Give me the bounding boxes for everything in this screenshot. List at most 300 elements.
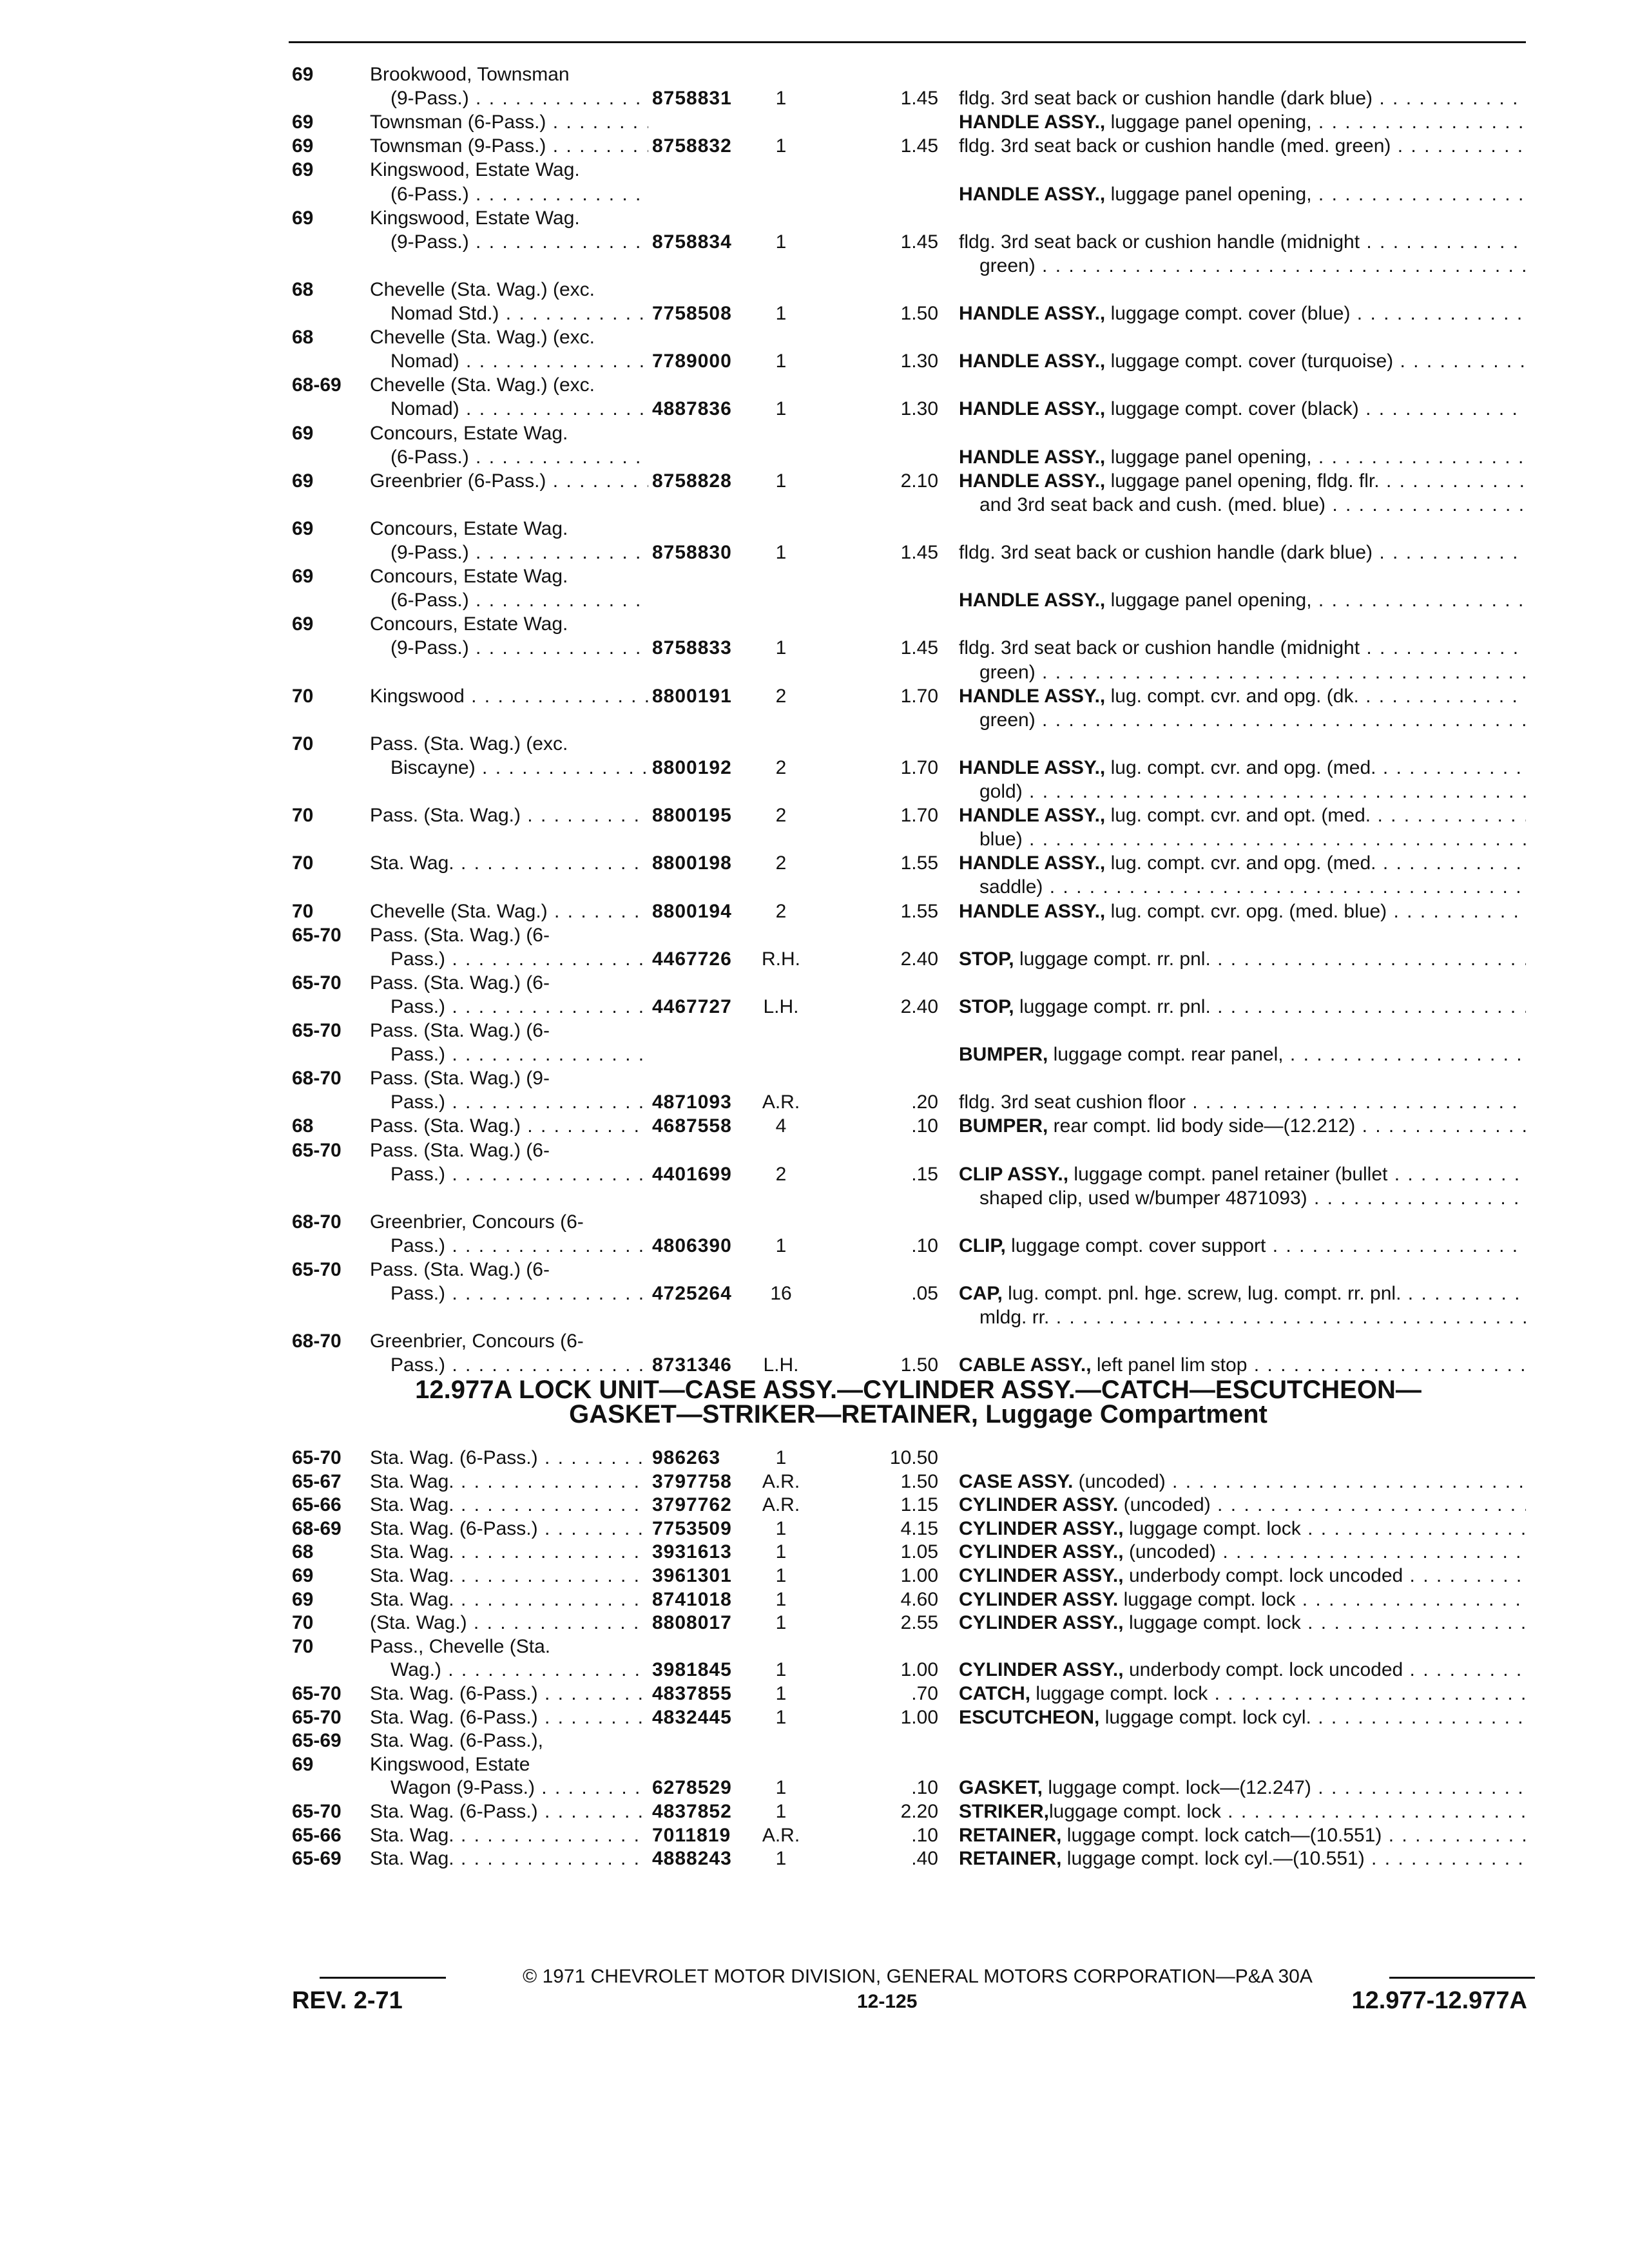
description-text: underbody compt. lock uncoded (1123, 1659, 1403, 1681)
table-row (0, 1611, 1629, 1635)
year-range: 65-70 (292, 1020, 342, 1041)
price: 1.50 (900, 1470, 938, 1492)
part-number: 7758508 (652, 303, 732, 324)
description (959, 1611, 1526, 1635)
description (959, 756, 1526, 780)
application: (9-Pass.) . . . (390, 636, 648, 660)
description (959, 947, 1526, 971)
table-row (0, 947, 1629, 971)
quantity: 1 (775, 1517, 787, 1539)
part-number: 4871093 (652, 1091, 732, 1113)
table-row (0, 1823, 1629, 1847)
part-name: HANDLE ASSY., (959, 756, 1106, 778)
table-row (0, 612, 1629, 636)
table-row (0, 923, 1629, 947)
part-name: CYLINDER ASSY., (959, 1565, 1124, 1586)
application: Pass. (Sta. Wag.) (6- (370, 1139, 550, 1161)
quantity: 1 (775, 1588, 787, 1610)
table-row (0, 899, 1629, 923)
description-text: luggage compt. lock—(12.247) (1043, 1777, 1311, 1799)
quantity: 1 (775, 1848, 787, 1870)
price: 1.50 (900, 303, 938, 324)
description-text: luggage compt. lock (1123, 1612, 1301, 1634)
price: 2.20 (900, 1801, 938, 1822)
part-name: HANDLE ASSY., (959, 183, 1106, 205)
quantity: 1 (775, 1565, 787, 1586)
table-row (0, 469, 1629, 493)
year-range: 65-70 (292, 1447, 342, 1468)
description (979, 660, 1526, 684)
price: 1.00 (900, 1706, 938, 1728)
price: 1.50 (900, 1354, 938, 1376)
description (959, 636, 1526, 660)
quantity: A.R. (762, 1494, 800, 1516)
part-name: HANDLE ASSY., (959, 446, 1106, 468)
part-number: 4467727 (652, 995, 732, 1017)
application: Nomad Std.) . . . (390, 302, 648, 325)
quantity: 1 (775, 1612, 787, 1634)
year-range: 68-69 (292, 374, 342, 396)
application: Sta. Wag. (6-Pass.) . . . (370, 1682, 648, 1706)
table-row (0, 493, 1629, 517)
description-text: luggage panel opening, (1105, 590, 1312, 611)
part-name: CYLINDER ASSY. (959, 1588, 1119, 1610)
price: 1.55 (900, 852, 938, 874)
application: Wagon (9-Pass.) . . . (390, 1776, 648, 1800)
part-number: 4725264 (652, 1283, 732, 1305)
part-number: 4687558 (652, 1115, 732, 1137)
table-row (0, 732, 1629, 756)
description (979, 254, 1526, 278)
quantity: 1 (775, 1541, 787, 1563)
table-row (0, 1210, 1629, 1234)
quantity: R.H. (762, 948, 800, 970)
description (959, 803, 1526, 827)
application: Sta. Wag. . . . (370, 1823, 648, 1847)
description (959, 1282, 1526, 1305)
part-number: 8758831 (652, 88, 732, 110)
application: Sta. Wag. . . . (370, 1540, 648, 1564)
description (959, 684, 1526, 708)
table-row (0, 780, 1629, 803)
description-text: (uncoded) (1073, 1470, 1166, 1492)
table-row (0, 1588, 1629, 1611)
quantity: 1 (775, 637, 787, 659)
table-row (0, 1066, 1629, 1090)
part-number: 8800192 (652, 756, 732, 778)
table-row (0, 1776, 1629, 1800)
application: Pass. (Sta. Wag.) (6- (370, 972, 550, 994)
table-row (0, 803, 1629, 827)
description-text: green) (979, 255, 1036, 276)
year-range: 69 (292, 470, 314, 492)
description (959, 230, 1526, 254)
description (959, 588, 1526, 612)
description (959, 1540, 1526, 1564)
description-text: luggage panel opening, (1105, 183, 1312, 205)
section-title-line2: GASKET—STRIKER—RETAINER, (569, 1400, 978, 1428)
table-row (0, 1353, 1629, 1377)
table-row (0, 397, 1629, 421)
table-row (0, 278, 1629, 302)
table-row (0, 851, 1629, 875)
year-range: 69 (292, 566, 314, 588)
price: 1.55 (900, 900, 938, 922)
description-text: fldg. 3rd seat back or cushion handle (med. green) (959, 135, 1391, 157)
year-range: 69 (292, 613, 314, 635)
application: Pass.) . . . (390, 1234, 648, 1258)
application: Concours, Estate Wag. (370, 613, 568, 635)
year-range: 65-69 (292, 1730, 342, 1752)
price: 1.45 (900, 135, 938, 157)
part-name: CYLINDER ASSY., (959, 1517, 1124, 1539)
part-name: CAP, (959, 1283, 1003, 1305)
description-text: green) (979, 661, 1036, 683)
application: Sta. Wag. (6-Pass.) . . . (370, 1517, 648, 1541)
description (979, 827, 1526, 851)
year-range: 70 (292, 1635, 314, 1657)
part-name: BUMPER, (959, 1044, 1048, 1066)
description (959, 1162, 1526, 1186)
description (959, 1800, 1526, 1823)
part-name: RETAINER, (959, 1824, 1062, 1846)
description (959, 1588, 1526, 1611)
quantity: 1 (775, 1235, 787, 1256)
description (979, 1305, 1526, 1329)
table-row (0, 1329, 1629, 1353)
description (959, 1090, 1526, 1114)
year-range: 69 (292, 517, 314, 539)
table-row (0, 827, 1629, 851)
table-row (0, 421, 1629, 445)
table-row (0, 1682, 1629, 1706)
description-text: luggage compt. lock cyl. (1099, 1706, 1311, 1728)
application: Sta. Wag. (6-Pass.) . . . (370, 1800, 648, 1823)
price: 2.55 (900, 1612, 938, 1634)
year-range: 68 (292, 278, 314, 300)
application: Greenbrier (6-Pass.) . . . (370, 469, 648, 493)
quantity: 1 (775, 1706, 787, 1728)
table-row (0, 134, 1629, 158)
table-row (0, 756, 1629, 780)
table-row (0, 302, 1629, 325)
description-text: blue) (979, 829, 1023, 850)
part-name: ESCUTCHEON, (959, 1706, 1100, 1728)
description (959, 995, 1526, 1019)
year-range: 68-70 (292, 1068, 342, 1090)
application: Sta. Wag. . . . (370, 1470, 648, 1494)
table-row (0, 445, 1629, 469)
quantity: 1 (775, 135, 787, 157)
quantity: A.R. (762, 1091, 800, 1113)
table-row (0, 1729, 1629, 1753)
application: Chevelle (Sta. Wag.) . . . (370, 899, 648, 923)
quantity: 4 (775, 1115, 787, 1137)
description-text: shaped clip, used w/bumper 4871093) (979, 1187, 1307, 1209)
quantity: 1 (775, 1683, 787, 1704)
description-text: mldg. rr. (979, 1307, 1050, 1329)
price: .15 (911, 1163, 938, 1185)
quantity: 2 (775, 685, 787, 707)
part-number: 8758834 (652, 231, 732, 253)
price: .20 (911, 1091, 938, 1113)
part-name: HANDLE ASSY., (959, 470, 1106, 492)
description (959, 302, 1526, 325)
table-row (0, 636, 1629, 660)
table-row (0, 1635, 1629, 1658)
year-range: 70 (292, 685, 314, 707)
description (959, 1517, 1526, 1541)
year-range: 68-69 (292, 1517, 342, 1539)
application: Kingswood, Estate Wag. (370, 207, 580, 229)
application: Pass. (Sta. Wag.) (6- (370, 1259, 550, 1280)
description-text: underbody compt. lock uncoded (1123, 1565, 1403, 1586)
price: 1.45 (900, 231, 938, 253)
year-range: 68-70 (292, 1331, 342, 1352)
table-row (0, 1162, 1629, 1186)
application: Kingswood, Estate Wag. (370, 159, 580, 181)
application: Nomad) . . . (390, 349, 648, 373)
quantity: A.R. (762, 1824, 800, 1846)
part-name: CYLINDER ASSY. (959, 1494, 1119, 1516)
table-row (0, 995, 1629, 1019)
description-text: luggage compt. cover (turquoise) (1105, 351, 1394, 372)
application: Chevelle (Sta. Wag.) (exc. (370, 327, 595, 349)
application: Pass.) . . . (390, 1162, 648, 1186)
part-number: 8800198 (652, 852, 732, 874)
description (959, 1847, 1526, 1870)
table-row (0, 1753, 1629, 1776)
price: 4.15 (900, 1517, 938, 1539)
part-name: HANDLE ASSY., (959, 590, 1106, 611)
description (959, 1043, 1526, 1066)
part-name: HANDLE ASSY., (959, 805, 1106, 827)
table-row (0, 684, 1629, 708)
table-row (0, 1234, 1629, 1258)
description-text: fldg. 3rd seat back or cushion handle (dark blue) (959, 542, 1373, 563)
table-row (0, 1847, 1629, 1870)
application: Concours, Estate Wag. (370, 566, 568, 588)
application: Kingswood . . . (370, 684, 648, 708)
year-range: 68 (292, 327, 314, 349)
table-row (0, 1517, 1629, 1541)
footer-rule-left (320, 1977, 446, 1979)
quantity: L.H. (763, 995, 799, 1017)
part-name: BUMPER, (959, 1115, 1048, 1137)
application: Pass.) . . . (390, 1353, 648, 1377)
quantity: L.H. (763, 1354, 799, 1376)
table-row (0, 254, 1629, 278)
price: 1.70 (900, 756, 938, 778)
price: .10 (911, 1824, 938, 1846)
part-number: 3931613 (652, 1541, 732, 1563)
price: 1.45 (900, 542, 938, 563)
table-row (0, 1186, 1629, 1210)
year-range: 69 (292, 422, 314, 444)
application: Greenbrier, Concours (6- (370, 1331, 584, 1352)
quantity: 1 (775, 231, 787, 253)
application: Chevelle (Sta. Wag.) (exc. (370, 278, 595, 300)
description-text: luggage compt. cover (blue) (1105, 303, 1351, 324)
description (979, 1186, 1526, 1210)
year-range: 68-70 (292, 1211, 342, 1233)
table-row (0, 158, 1629, 182)
application: Wag.) . . . (390, 1658, 648, 1682)
table-row (0, 1658, 1629, 1682)
quantity: 1 (775, 398, 787, 420)
quantity: 2 (775, 900, 787, 922)
part-number: 8808017 (652, 1612, 732, 1634)
section-title-suffix: Luggage Compartment (985, 1400, 1268, 1428)
section-reference: 12.977-12.977A (1351, 1987, 1527, 2014)
quantity: 2 (775, 1163, 787, 1185)
price: .70 (911, 1683, 938, 1704)
table-row (0, 1043, 1629, 1066)
description-text: green) (979, 709, 1036, 731)
table-row (0, 325, 1629, 349)
description-text: fldg. 3rd seat back or cushion handle (dark blue) (959, 88, 1373, 110)
part-name: GASKET, (959, 1777, 1043, 1799)
description-text: fldg. 3rd seat back or cushion handle (midnight (959, 231, 1360, 253)
description (959, 1776, 1526, 1800)
year-range: 65-70 (292, 1801, 342, 1822)
quantity: A.R. (762, 1470, 800, 1492)
description-text: lug. compt. cvr. and opg. (dk. (1105, 685, 1359, 707)
year-range: 70 (292, 805, 314, 827)
table-row (0, 86, 1629, 110)
revision-label: REV. 2-71 (292, 1987, 403, 2014)
year-range: 69 (292, 207, 314, 229)
part-number: 8800195 (652, 805, 732, 827)
description (959, 86, 1526, 110)
application: Concours, Estate Wag. (370, 517, 568, 539)
part-name: HANDLE ASSY., (959, 852, 1106, 874)
price: .05 (911, 1283, 938, 1305)
part-number: 4401699 (652, 1163, 732, 1185)
price: 10.50 (889, 1447, 938, 1468)
year-range: 68 (292, 1541, 314, 1563)
description-text: luggage compt. cover support (1005, 1235, 1266, 1256)
table-row (0, 1493, 1629, 1517)
table-row (0, 1564, 1629, 1588)
year-range: 65-70 (292, 1139, 342, 1161)
year-range: 65-67 (292, 1470, 342, 1492)
part-number: 7753509 (652, 1517, 732, 1539)
description (959, 1470, 1526, 1494)
application: Pass.) . . . (390, 1043, 648, 1066)
table-row (0, 110, 1629, 134)
part-number: 7011819 (652, 1824, 731, 1846)
table-row (0, 1114, 1629, 1138)
year-range: 65-70 (292, 1259, 342, 1280)
application: Kingswood, Estate (370, 1753, 530, 1775)
application: Pass. (Sta. Wag.) (exc. (370, 733, 568, 754)
quantity: 1 (775, 1801, 787, 1822)
quantity: 2 (775, 805, 787, 827)
year-range: 65-66 (292, 1494, 342, 1516)
quantity: 2 (775, 756, 787, 778)
description-text: (uncoded) (1123, 1541, 1217, 1563)
description (979, 780, 1526, 803)
quantity: 2 (775, 852, 787, 874)
footer-rule-right (1389, 1977, 1535, 1979)
description (959, 1564, 1526, 1588)
table-row (0, 206, 1629, 230)
description (959, 182, 1526, 206)
description-text: lug. compt. cvr. and opg. (med. (1105, 756, 1376, 778)
price: 2.40 (900, 995, 938, 1017)
part-number: 4887836 (652, 398, 732, 420)
table-row (0, 349, 1629, 373)
application: (9-Pass.) . . . (390, 541, 648, 564)
year-range: 65-70 (292, 1683, 342, 1704)
description-text: lug. compt. cvr. opg. (med. blue) (1105, 900, 1387, 922)
price: 1.45 (900, 637, 938, 659)
part-number: 4806390 (652, 1235, 732, 1256)
table-row (0, 708, 1629, 732)
year-range: 69 (292, 159, 314, 181)
price: 2.10 (900, 470, 938, 492)
description-text: lug. compt. cvr. and opt. (med. (1105, 805, 1371, 827)
year-range: 70 (292, 900, 314, 922)
price: 1.00 (900, 1659, 938, 1681)
description-text: luggage compt. lock (1118, 1588, 1296, 1610)
quantity: 1 (775, 470, 787, 492)
application: Pass. (Sta. Wag.) . . . (370, 803, 648, 827)
year-range: 69 (292, 135, 314, 157)
application: Sta. Wag. (6-Pass.) . . . (370, 1706, 648, 1729)
description-text: fldg. 3rd seat cushion floor (959, 1091, 1186, 1113)
description (979, 875, 1526, 899)
application: Townsman (6-Pass.) . . . (370, 110, 648, 134)
price: 2.40 (900, 948, 938, 970)
part-number: 8758828 (652, 470, 732, 492)
part-number: 7789000 (652, 351, 732, 372)
table-row (0, 541, 1629, 564)
description (959, 1114, 1526, 1138)
application: Greenbrier, Concours (6- (370, 1211, 584, 1233)
application: (6-Pass.) . . . (390, 445, 648, 469)
price: 1.30 (900, 398, 938, 420)
description-text: (uncoded) (1118, 1494, 1211, 1516)
year-range: 70 (292, 852, 314, 874)
price: 1.05 (900, 1541, 938, 1563)
year-range: 69 (292, 64, 314, 85)
table-row (0, 373, 1629, 397)
table-row (0, 588, 1629, 612)
application: (Sta. Wag.) . . . (370, 1611, 648, 1635)
year-range: 70 (292, 733, 314, 754)
section-number: 12.977A (415, 1376, 512, 1404)
description-text: luggage compt. lock (1049, 1801, 1221, 1822)
section-heading (309, 1378, 1527, 1427)
application: Pass.) . . . (390, 1282, 648, 1305)
part-name: CATCH, (959, 1683, 1031, 1704)
quantity: 16 (770, 1283, 792, 1305)
application: Townsman (9-Pass.) . . . (370, 134, 648, 158)
part-name: CABLE ASSY., (959, 1354, 1092, 1376)
description-text: rear compt. lid body side—(12.212) (1048, 1115, 1356, 1137)
part-name: CYLINDER ASSY., (959, 1612, 1124, 1634)
description-text: fldg. 3rd seat back or cushion handle (midnight (959, 637, 1360, 659)
price: 1.70 (900, 685, 938, 707)
description (959, 1682, 1526, 1706)
table-row (0, 62, 1629, 86)
year-range: 69 (292, 1588, 314, 1610)
table-row (0, 1090, 1629, 1114)
application: Concours, Estate Wag. (370, 422, 568, 444)
part-name: HANDLE ASSY., (959, 351, 1106, 372)
